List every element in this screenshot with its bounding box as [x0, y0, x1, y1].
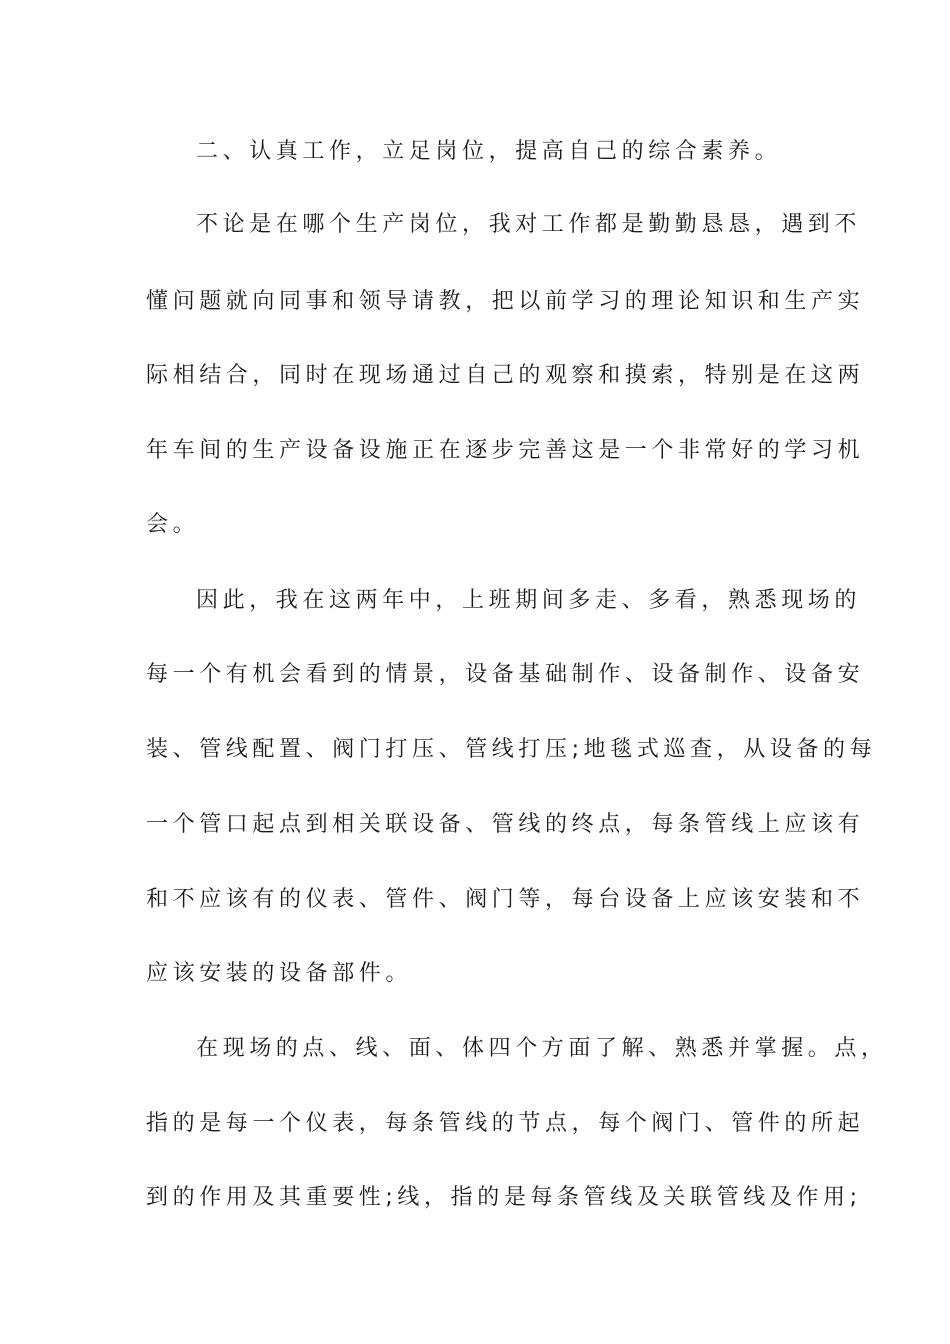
paragraph-line: 应该安装的设备部件。 [146, 961, 413, 986]
paragraph-line: 每一个有机会看到的情景，设备基础制作、设备制作、设备安 [146, 662, 865, 687]
paragraph-line: 年车间的生产设备设施正在逐步完善这是一个非常好的学习机 [146, 438, 865, 463]
paragraph-line: 因此，我在这两年中，上班期间多走、多看，熟悉现场的 [196, 588, 862, 613]
section-heading: 二、认真工作，立足岗位，提高自己的综合素养。 [196, 139, 782, 164]
paragraph-line: 到的作用及其重要性;线，指的是每条管线及关联管线及作用; [146, 1185, 862, 1210]
paragraph-line: 会。 [146, 512, 200, 537]
paragraph-line: 不论是在哪个生产岗位，我对工作都是勤勤恳恳，遇到不 [196, 212, 862, 237]
paragraph-line: 一个管口起点到相关联设备、管线的终点，每条管线上应该有 [146, 812, 865, 837]
paragraph-line: 和不应该有的仪表、管件、阀门等，每台设备上应该安装和不 [146, 887, 865, 912]
paragraph-line: 装、管线配置、阀门打压、管线打压;地毯式巡查，从设备的每 [146, 737, 877, 762]
paragraph-line: 懂问题就向同事和领导请教，把以前学习的理论知识和生产实 [146, 289, 865, 314]
paragraph-line: 在现场的点、线、面、体四个方面了解、熟悉并掌握。点， [196, 1036, 888, 1061]
paragraph-line: 指的是每一个仪表，每条管线的节点，每个阀门、管件的所起 [146, 1111, 865, 1136]
paragraph-line: 际相结合，同时在现场通过自己的观察和摸索，特别是在这两 [146, 363, 865, 388]
